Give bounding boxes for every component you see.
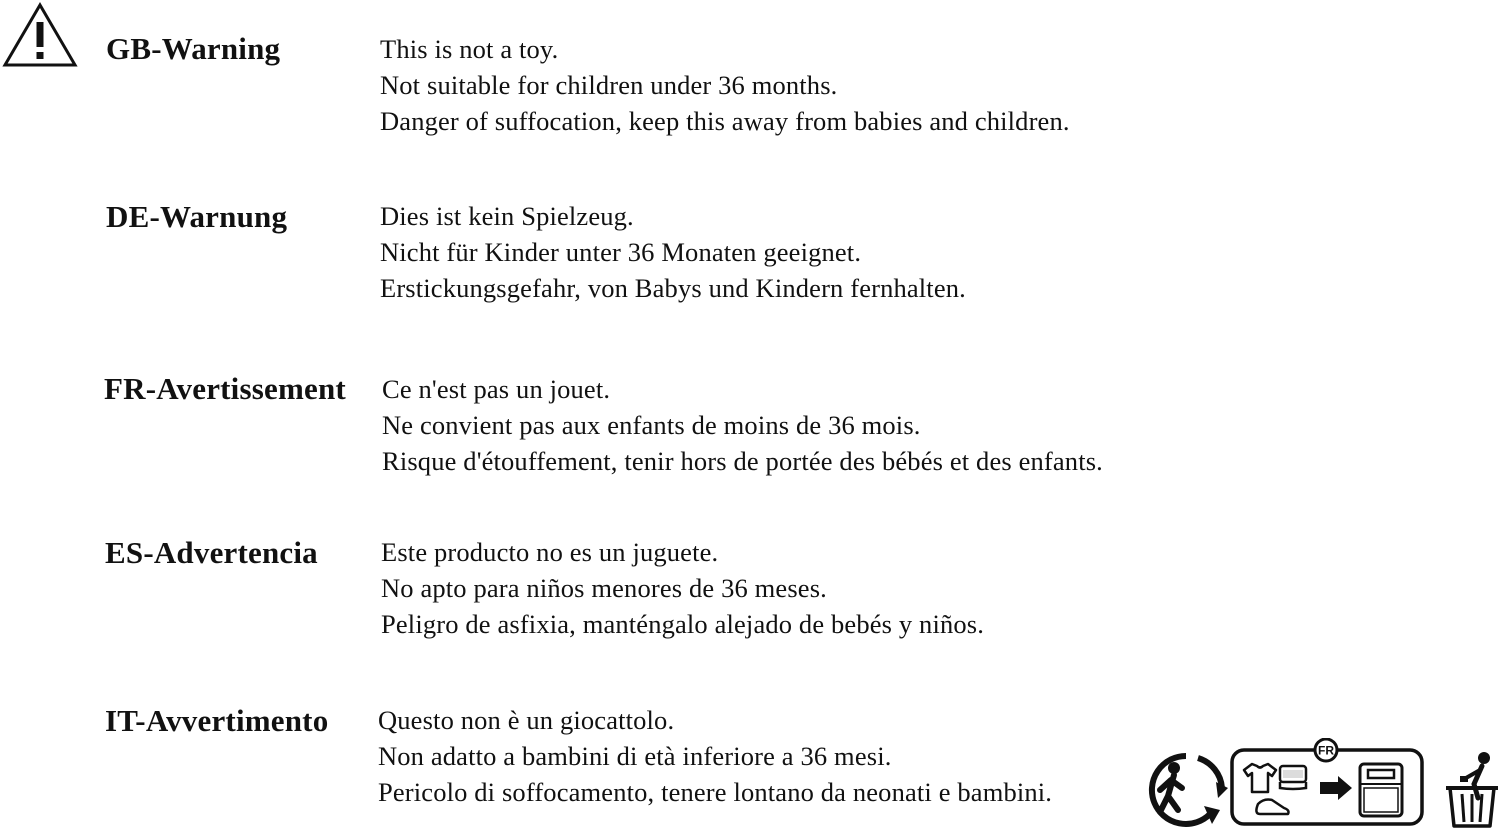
es-lines xyxy=(381,534,984,642)
warning-triangle-icon xyxy=(2,2,78,68)
es-line-2: No apto para niños menores de 36 meses. xyxy=(381,573,827,603)
gb-heading: GB-Warning xyxy=(106,31,281,66)
gb-lines xyxy=(380,31,1070,139)
it-line-2: Non adatto a bambini di età inferiore a 36 mesi. xyxy=(378,741,892,771)
es-heading: ES-Advertencia xyxy=(105,535,318,570)
it-heading: IT-Avvertimento xyxy=(105,703,329,738)
gb-line-3: Danger of suffocation, keep this away from babies and children. xyxy=(380,106,1070,136)
gb-line-2: Not suitable for children under 36 months. xyxy=(380,70,838,100)
de-line-2: Nicht für Kinder unter 36 Monaten geeignet. xyxy=(380,237,862,267)
waste-bin-icon xyxy=(1444,748,1500,828)
triman-recycling-icon xyxy=(1138,748,1228,828)
recycling-logos xyxy=(1138,738,1500,828)
fr-line-2: Ne convient pas aux enfants de moins de 36 mois. xyxy=(382,410,921,440)
de-lines xyxy=(380,198,966,306)
de-line-1: Dies ist kein Spielzeug. xyxy=(380,201,634,231)
de-line-3: Erstickungsgefahr, von Babys und Kindern fernhalten. xyxy=(380,273,966,303)
fr-heading: FR-Avertissement xyxy=(104,371,346,406)
de-heading: DE-Warnung xyxy=(106,199,288,234)
it-line-3: Pericolo di soffocamento, tenere lontano da neonati e bambini. xyxy=(378,777,1053,807)
es-line-1: Este producto no es un juguete. xyxy=(381,537,719,567)
fr-line-3: Risque d'étouffement, tenir hors de portée des bébés et des enfants. xyxy=(382,446,1103,476)
fr-badge-label: FR xyxy=(1318,743,1334,758)
es-line-3: Peligro de asfixia, manténgalo alejado de bebés y niños. xyxy=(381,609,985,639)
fr-line-1: Ce n'est pas un jouet. xyxy=(382,374,611,404)
fr-lines xyxy=(382,371,1103,479)
textile-recycling-info-icon xyxy=(1228,738,1428,828)
it-lines xyxy=(378,702,1052,810)
gb-line-1: This is not a toy. xyxy=(380,34,559,64)
it-line-1: Questo non è un giocattolo. xyxy=(378,705,675,735)
